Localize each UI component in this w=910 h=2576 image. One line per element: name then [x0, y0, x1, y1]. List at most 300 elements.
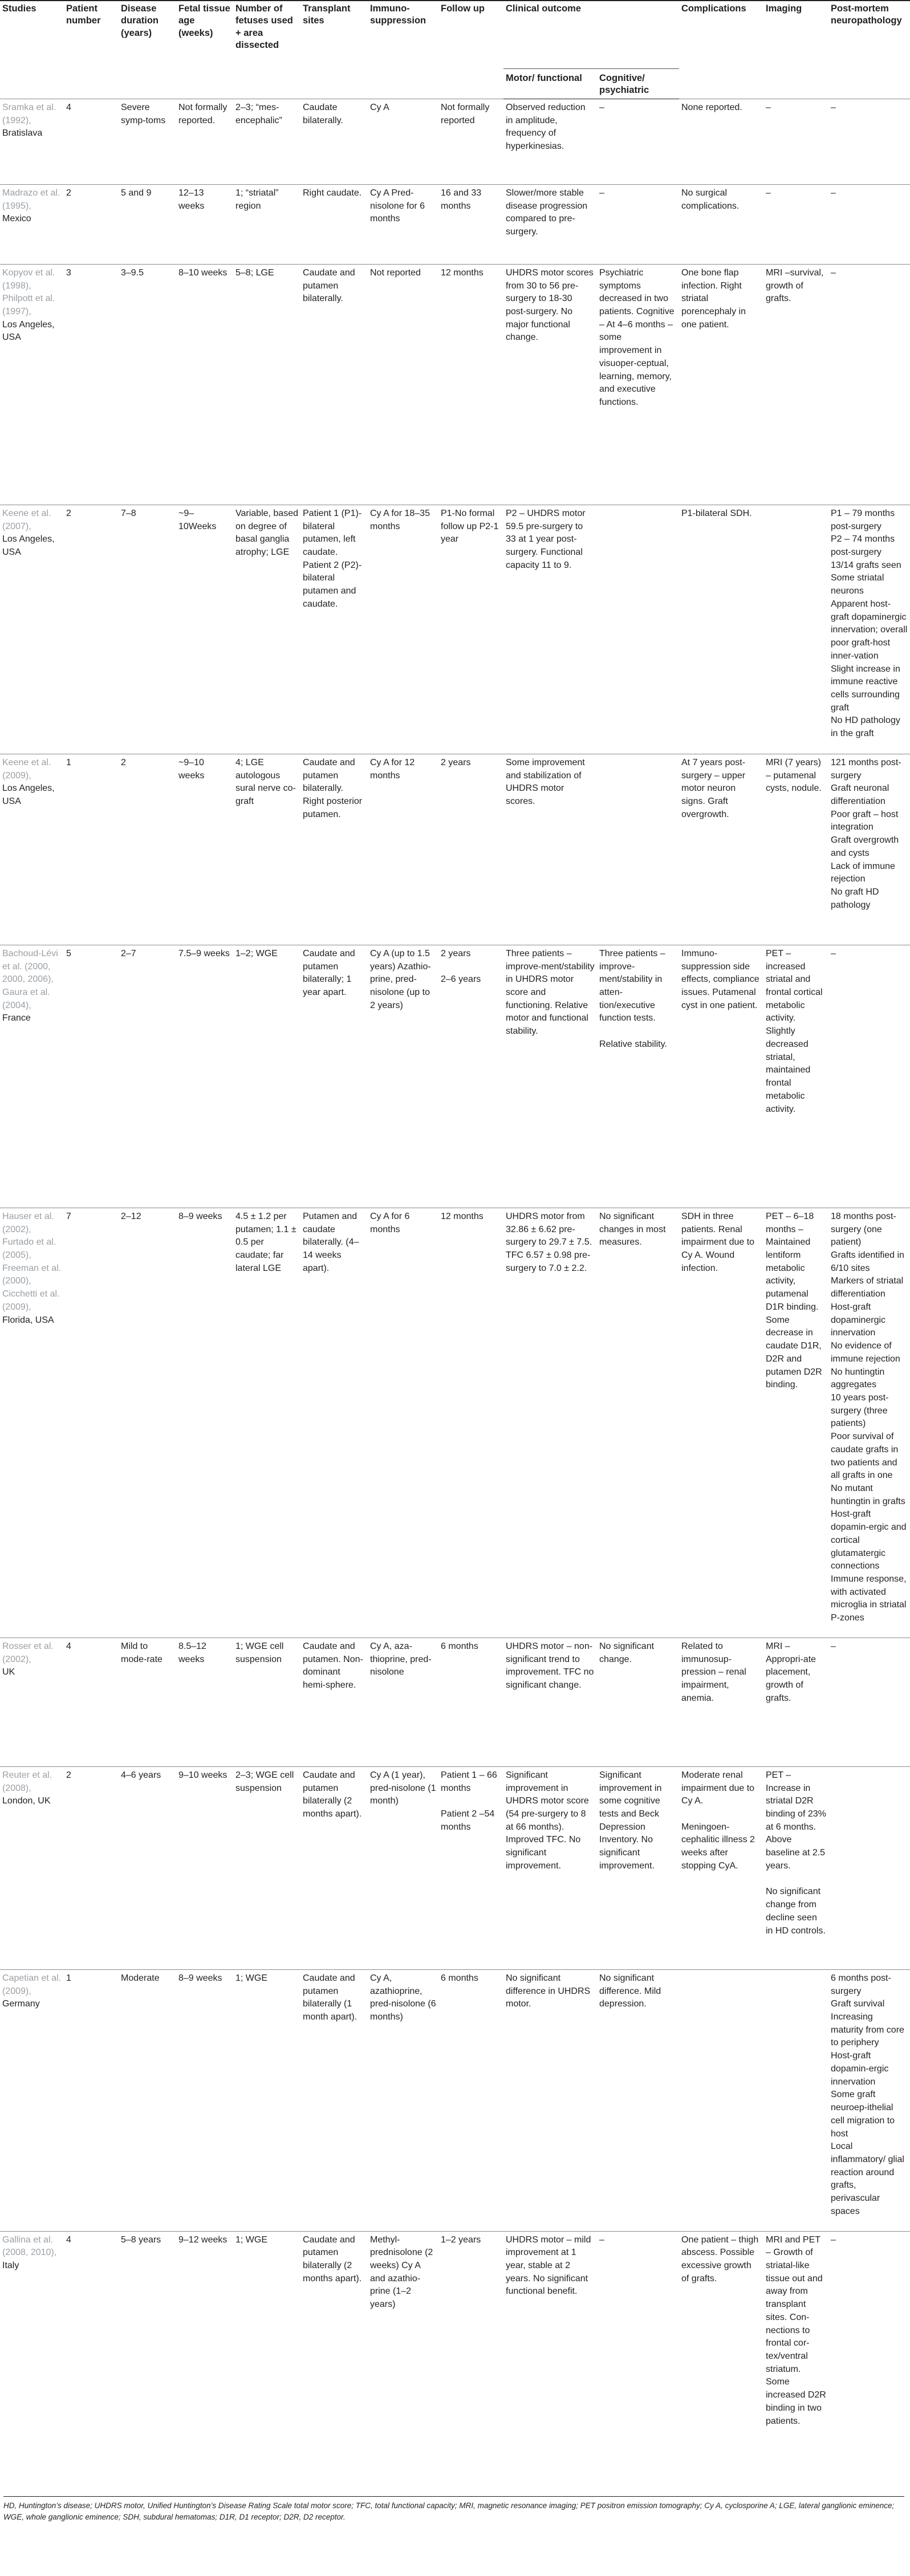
motor-outcome-cell — [503, 945, 597, 1208]
patient-number-cell — [64, 264, 119, 505]
study-citation: Bachoud-Lévi et al. (2000, 2000, 2006), Gaura et al. (2004), — [2, 948, 58, 1010]
imaging-line: MRI and PET – Growth of striatal-like tissue out and away from transplant sites. Con-nections to frontal cor-tex/ventral striatum. Some increased D2R binding in two patients. — [766, 2234, 826, 2426]
fetuses-line: 5–8; LGE — [235, 267, 274, 278]
cognitive-outcome-cell — [597, 184, 679, 264]
table-row — [0, 2231, 910, 2576]
disease-duration-cell — [119, 754, 176, 945]
postmortem-line: Apparent host-graft dopaminergic innervation; overall poor graft-host inner-vation — [831, 599, 908, 661]
fetuses-cell — [233, 754, 300, 945]
postmortem-line: P2 – 74 months post-surgery — [831, 534, 895, 558]
postmortem-line: 121 months post-surgery — [831, 757, 901, 781]
motor-outcome-cell — [503, 1208, 597, 1638]
motor-outcome-cell — [503, 264, 597, 505]
transplant-sites-line: Right caudate. — [303, 188, 362, 198]
follow-up-line: 12 months — [441, 267, 484, 278]
motor-outcome-cell — [503, 99, 597, 184]
immunosuppression-line: Not reported — [370, 267, 421, 278]
study-citation: Madrazo et al. (1995), — [2, 188, 60, 211]
fetuses-cell — [233, 184, 300, 264]
cognitive-outcome-cell — [597, 99, 679, 184]
motor-outcome-cell — [503, 1766, 597, 1969]
header-follow-up: Follow up — [438, 1, 503, 99]
disease-duration-line: 2 — [121, 757, 126, 767]
fetal-age-cell — [176, 754, 233, 945]
follow-up-line: 6 months — [441, 1641, 478, 1651]
complications-line: Related to immunosup-pression – renal impairment, anemia. — [681, 1641, 746, 1703]
complications-cell — [679, 945, 763, 1208]
immunosuppression-cell — [368, 1766, 438, 1969]
study-location: Los Angeles, USA — [2, 534, 55, 558]
table-row — [0, 184, 910, 264]
study-location: Florida, USA — [2, 1315, 54, 1325]
motor-outcome-line: P2 – UHDRS motor 59.5 pre-surgery to 33 at 1 year post-surgery. Functional capacity 11 to 9. — [506, 508, 586, 570]
follow-up-line: 2 years — [441, 757, 471, 767]
fetal-age-cell — [176, 264, 233, 505]
postmortem-line: Host-graft dopamin-ergic and cortical glutamatergic connections — [831, 1509, 907, 1571]
transplant-sites-cell — [300, 184, 368, 264]
study-location: Mexico — [2, 214, 31, 224]
disease-duration-line: Mild to mode-rate — [121, 1641, 162, 1664]
transplant-sites-line: Caudate and putamen bilaterally. — [303, 267, 355, 304]
patient-number-line: 3 — [66, 267, 71, 278]
transplant-sites-cell — [300, 99, 368, 184]
fetuses-cell — [233, 99, 300, 184]
fetuses-line: Variable, based on degree of basal ganglia atrophy; LGE — [235, 508, 298, 558]
complications-line: One patient – thigh abscess. Possible excessive growth of grafts. — [681, 2234, 759, 2284]
fetuses-cell — [233, 264, 300, 505]
postmortem-cell — [828, 2231, 910, 2576]
fetuses-line: 2–3; WGE cell suspension — [235, 1770, 294, 1793]
postmortem-line: – — [831, 2234, 836, 2245]
follow-up-line — [441, 1795, 501, 1808]
postmortem-cell — [828, 1208, 910, 1638]
transplant-sites-cell — [300, 505, 368, 754]
motor-outcome-line: No significant difference in UHDRS motor. — [506, 1973, 591, 2009]
transplant-sites-cell — [300, 1208, 368, 1638]
patient-number-cell — [64, 1766, 119, 1969]
immunosuppression-line: Cy A for 6 months — [370, 1211, 410, 1234]
disease-duration-cell — [119, 264, 176, 505]
study-location: Los Angeles, USA — [2, 319, 55, 343]
header-complications: Complications — [679, 1, 763, 99]
follow-up-cell — [438, 1969, 503, 2231]
header-immunosuppression: Immuno-suppression — [368, 1, 438, 99]
table-row — [0, 1208, 910, 1638]
header-row — [0, 1, 910, 69]
fetuses-line: 1; WGE — [235, 2234, 268, 2245]
disease-duration-line: 2–7 — [121, 948, 136, 958]
immunosuppression-cell — [368, 754, 438, 945]
cognitive-outcome-line: No significant changes in most measures. — [599, 1211, 666, 1248]
motor-outcome-cell — [503, 184, 597, 264]
immunosuppression-cell — [368, 1969, 438, 2231]
imaging-cell — [763, 99, 828, 184]
follow-up-cell — [438, 505, 503, 754]
postmortem-line: – — [831, 188, 836, 198]
imaging-cell — [763, 754, 828, 945]
fetal-age-cell — [176, 99, 233, 184]
motor-outcome-line: UHDRS motor – non-significant trend to improvement. TFC no significant change. — [506, 1641, 594, 1691]
complications-line: One bone flap infection. Right striatal porencephaly in one patient. — [681, 267, 746, 330]
immunosuppression-cell — [368, 1208, 438, 1638]
transplant-sites-cell — [300, 1766, 368, 1969]
follow-up-line: Patient 2 –54 months — [441, 1809, 495, 1832]
cognitive-outcome-line: Relative stability. — [599, 1039, 667, 1049]
disease-duration-cell — [119, 184, 176, 264]
cognitive-outcome-line: – — [599, 2234, 604, 2245]
postmortem-line: 6 months post-surgery — [831, 1973, 891, 1996]
imaging-line: PET – 6–18 months – Maintained lentiform metabolic activity, putamenal D1R binding. Some decrease in caudate D1R, D2R and putamen D2R binding. — [766, 1211, 822, 1390]
fetuses-cell — [233, 505, 300, 754]
follow-up-line: 16 and 33 months — [441, 188, 482, 211]
fetal-age-cell — [176, 945, 233, 1208]
imaging-cell — [763, 1766, 828, 1969]
study-cell — [0, 754, 64, 945]
follow-up-line: 6 months — [441, 1973, 478, 1983]
patient-number-line: 2 — [66, 508, 71, 518]
postmortem-line: Host-graft dopaminergic innervation — [831, 1302, 886, 1338]
fetal-age-line: Not formally reported. — [178, 102, 228, 125]
disease-duration-line: 5–8 years — [121, 2234, 161, 2245]
immunosuppression-cell — [368, 264, 438, 505]
fetal-age-line: ~9–10 weeks — [178, 757, 205, 781]
study-cell — [0, 945, 64, 1208]
disease-duration-cell — [119, 2231, 176, 2576]
immunosuppression-cell — [368, 184, 438, 264]
immunosuppression-line: Cy A Pred-nisolone for 6 months — [370, 188, 425, 224]
table-row — [0, 754, 910, 945]
postmortem-line: Lack of immune rejection — [831, 861, 895, 884]
cognitive-outcome-line: Psychiatric symptoms decreased in two patients. Cognitive – At 4–6 months – some improvement in visuoper-ceptual, learning, memory, and executive functions. — [599, 267, 675, 408]
fetal-age-cell — [176, 1969, 233, 2231]
postmortem-line: Local inflammatory/ glial reaction around grafts, perivascular spaces — [831, 2142, 904, 2216]
immunosuppression-cell — [368, 99, 438, 184]
motor-outcome-cell — [503, 2231, 597, 2576]
follow-up-cell — [438, 1766, 503, 1969]
header-studies: Studies — [0, 1, 64, 99]
postmortem-cell — [828, 945, 910, 1208]
study-citation: Keene et al. (2007), — [2, 508, 51, 531]
postmortem-line: No HD pathology in the graft — [831, 716, 900, 739]
motor-outcome-cell — [503, 1638, 597, 1766]
complications-line — [681, 1808, 761, 1821]
imaging-line: PET – increased striatal and frontal cortical metabolic activity. Slightly decreased striatal, maintained frontal metabolic activity. — [766, 948, 823, 1114]
complications-line: SDH in three patients. Renal impairment due to Cy A. Wound infection. — [681, 1211, 755, 1273]
postmortem-cell — [828, 1766, 910, 1969]
header-patient-number: Patient number — [64, 1, 119, 99]
fetal-age-line: 8–9 weeks — [178, 1973, 222, 1983]
follow-up-cell — [438, 754, 503, 945]
fetal-age-line: 12–13 weeks — [178, 188, 205, 211]
disease-duration-line: 5 and 9 — [121, 188, 152, 198]
motor-outcome-line: Observed reduction in amplitude, frequency of hyperkinesias. — [506, 102, 586, 152]
postmortem-cell — [828, 505, 910, 754]
fetuses-cell — [233, 945, 300, 1208]
imaging-line: – — [766, 102, 771, 112]
cognitive-outcome-line: Significant improvement in some cognitive tests and Beck Depression Inventory. No significant improvement. — [599, 1770, 662, 1871]
disease-duration-line: 3–9.5 — [121, 267, 144, 278]
fetal-age-line: 9–12 weeks — [178, 2234, 228, 2245]
complications-cell — [679, 99, 763, 184]
study-cell — [0, 99, 64, 184]
postmortem-line: Some striatal neurons — [831, 573, 884, 596]
study-citation: Keene et al. (2009), — [2, 757, 51, 781]
follow-up-cell — [438, 99, 503, 184]
clinical-outcome-label: Clinical outcome — [506, 3, 582, 14]
immunosuppression-line: Cy A for 12 months — [370, 757, 415, 781]
motor-outcome-line: UHDRS motor scores from 30 to 56 pre-surgery to 18-30 post-surgery. No major functional change. — [506, 267, 594, 343]
fetal-age-line: 8.5–12 weeks — [178, 1641, 206, 1664]
fetuses-line: 4; LGE autologous sural nerve co-graft — [235, 757, 296, 807]
cognitive-outcome-line: – — [599, 188, 604, 198]
transplant-sites-line: Caudate and putamen bilaterally (2 months apart). — [303, 2234, 362, 2284]
postmortem-cell — [828, 184, 910, 264]
disease-duration-cell — [119, 1638, 176, 1766]
follow-up-line: Patient 1 – 66 months — [441, 1770, 497, 1793]
complications-cell — [679, 1638, 763, 1766]
motor-outcome-line: Significant improvement in UHDRS motor score (54 pre-surgery to 8 at 66 months). Improved TFC. No significant improvement. — [506, 1770, 589, 1871]
postmortem-cell — [828, 99, 910, 184]
patient-number-line: 1 — [66, 1973, 71, 1983]
complications-line: Immuno-suppression side effects, compliance issues. Putamenal cyst in one patient. — [681, 948, 759, 1010]
fetuses-line: 1; WGE cell suspension — [235, 1641, 284, 1664]
imaging-line — [766, 1873, 826, 1886]
follow-up-line: Not formally reported — [441, 102, 490, 125]
disease-duration-cell — [119, 1969, 176, 2231]
immunosuppression-line: Cy A, aza-thioprine, pred-nisolone — [370, 1641, 432, 1677]
postmortem-line: P1 – 79 months post-surgery — [831, 508, 895, 531]
immunosuppression-cell — [368, 2231, 438, 2576]
patient-number-line: 5 — [66, 948, 71, 958]
study-cell — [0, 1638, 64, 1766]
fetuses-line: 1; WGE — [235, 1973, 268, 1983]
transplant-sites-cell — [300, 1638, 368, 1766]
postmortem-line: Graft overgrowth and cysts — [831, 835, 899, 858]
postmortem-line: 13/14 grafts seen — [831, 560, 901, 570]
postmortem-line: Graft neuronal differentiation — [831, 783, 889, 807]
fetal-age-cell — [176, 1638, 233, 1766]
postmortem-line: Host-graft dopamin-ergic innervation — [831, 2051, 889, 2087]
fetuses-line: 4.5 ± 1.2 per putamen; 1.1 ± 0.5 per caudate; far lateral LGE — [235, 1211, 296, 1273]
header-disease-duration: Disease duration (years) — [119, 1, 176, 99]
imaging-cell — [763, 1638, 828, 1766]
motor-outcome-line: UHDRS motor from 32.86 ± 6.62 pre-surgery to 29.7 ± 7.5. TFC 6.57 ± 0.98 pre-surgery to 7.0 ± 2.2. — [506, 1211, 592, 1273]
imaging-cell — [763, 1208, 828, 1638]
study-cell — [0, 1766, 64, 1969]
complications-line: No surgical complications. — [681, 188, 740, 211]
disease-duration-cell — [119, 505, 176, 754]
patient-number-line: 4 — [66, 102, 71, 112]
study-cell — [0, 2231, 64, 2576]
imaging-line: MRI (7 years) – putamenal cysts, nodule. — [766, 757, 822, 794]
follow-up-cell — [438, 2231, 503, 2576]
cognitive-outcome-line: Three patients – improve-ment/stability in atten-tion/executive function tests. — [599, 948, 665, 1023]
fetuses-cell — [233, 1969, 300, 2231]
cognitive-outcome-line: – — [599, 102, 604, 112]
postmortem-line: No huntingtin aggregates — [831, 1367, 885, 1390]
transplant-sites-line: Caudate bilaterally. — [303, 102, 343, 125]
fetuses-cell — [233, 2231, 300, 2576]
fetuses-line: 2–3; “mes-encephalic” — [235, 102, 282, 125]
study-cell — [0, 184, 64, 264]
postmortem-line: No evidence of immune rejection — [831, 1341, 900, 1364]
postmortem-line: – — [831, 102, 836, 112]
cognitive-outcome-line — [599, 1025, 677, 1038]
fetal-age-cell — [176, 1208, 233, 1638]
postmortem-line: Poor graft – host integration — [831, 809, 899, 832]
cognitive-outcome-cell — [597, 1969, 679, 2231]
follow-up-cell — [438, 1208, 503, 1638]
patient-number-cell — [64, 2231, 119, 2576]
header-fetal-age: Fetal tissue age (weeks) — [176, 1, 233, 99]
postmortem-line: 10 years post-surgery (three patients) — [831, 1392, 889, 1429]
motor-outcome-cell — [503, 1969, 597, 2231]
cognitive-outcome-cell — [597, 1766, 679, 1969]
follow-up-line: 2 years — [441, 948, 471, 958]
motor-outcome-line: UHDRS motor – mild improvement at 1 year, stable at 2 years. No significant functional benefit. — [506, 2234, 591, 2297]
fetal-age-cell — [176, 505, 233, 754]
table-body — [0, 99, 910, 2576]
disease-duration-cell — [119, 1766, 176, 1969]
fetal-age-cell — [176, 2231, 233, 2576]
table-row — [0, 945, 910, 1208]
cognitive-outcome-line: No significant change. — [599, 1641, 655, 1664]
postmortem-cell — [828, 1638, 910, 1766]
disease-duration-line: Severe symp-toms — [121, 102, 166, 125]
patient-number-cell — [64, 505, 119, 754]
patient-number-line: 2 — [66, 1770, 71, 1780]
imaging-line: No significant change from decline seen in HD controls. — [766, 1887, 826, 1936]
postmortem-line: – — [831, 267, 836, 278]
complications-cell — [679, 264, 763, 505]
patient-number-line: 7 — [66, 1211, 71, 1221]
transplant-sites-line: Putamen and caudate bilaterally. (4–14 weeks apart). — [303, 1211, 359, 1273]
cognitive-outcome-cell — [597, 264, 679, 505]
immunosuppression-cell — [368, 505, 438, 754]
postmortem-cell — [828, 1969, 910, 2231]
motor-outcome-cell — [503, 754, 597, 945]
table-row — [0, 99, 910, 184]
postmortem-cell — [828, 754, 910, 945]
complications-line: P1-bilateral SDH. — [681, 508, 752, 518]
study-location: London, UK — [2, 1796, 51, 1806]
transplant-sites-cell — [300, 945, 368, 1208]
imaging-cell — [763, 264, 828, 505]
header-cognitive: Cognitive/ psychiatric — [597, 69, 679, 99]
postmortem-line: Some graft neuroep-ithelial cell migration to host — [831, 2090, 895, 2139]
imaging-line: – — [766, 188, 771, 198]
fetal-age-line: 8–9 weeks — [178, 1211, 222, 1221]
fetal-age-line: 7.5–9 weeks — [178, 948, 230, 958]
study-citation: Gallina et al. (2008, 2010), — [2, 2234, 57, 2258]
complications-line: Meningoen-cephalitic illness 2 weeks after stopping CyA. — [681, 1822, 755, 1871]
transplant-sites-line: Caudate and putamen bilaterally; 1 year apart. — [303, 948, 355, 998]
table-row — [0, 1766, 910, 1969]
fetal-age-line: 8–10 weeks — [178, 267, 228, 278]
transplant-sites-line: Caudate and putamen bilaterally. Right posterior putamen. — [303, 757, 363, 819]
cognitive-outcome-cell — [597, 754, 679, 945]
patient-number-line: 4 — [66, 1641, 71, 1651]
imaging-line: MRI – Appropri-ate placement, growth of grafts. — [766, 1641, 816, 1703]
study-cell — [0, 1969, 64, 2231]
complications-cell — [679, 1766, 763, 1969]
table-footnote: HD, Huntington’s disease; UHDRS motor, Unified Huntington’s Disease Rating Scale total motor score; TFC, total functional capacity; MRI, magnetic resonance imaging; PET positron emission tomography; Cy A, cyclosporine A; LGE, lateral ganglionic eminence; WGE, whole ganglionic eminence; SDH, subdural hematomas; D1R, D1 receptor; D2R, D2 receptor. — [3, 2496, 904, 2522]
study-location: Italy — [2, 2260, 19, 2270]
disease-duration-cell — [119, 1208, 176, 1638]
cognitive-outcome-cell — [597, 1638, 679, 1766]
follow-up-cell — [438, 184, 503, 264]
immunosuppression-cell — [368, 1638, 438, 1766]
fetuses-cell — [233, 1638, 300, 1766]
fetal-age-cell — [176, 184, 233, 264]
header-clinical-outcome — [503, 1, 679, 69]
immunosuppression-line: Cy A (1 year), pred-nisolone (1 month) — [370, 1770, 436, 1806]
complications-cell — [679, 2231, 763, 2576]
study-location: Los Angeles, USA — [2, 783, 55, 807]
follow-up-cell — [438, 945, 503, 1208]
study-cell — [0, 1208, 64, 1638]
patient-number-line: 2 — [66, 188, 71, 198]
motor-outcome-line: Three patients – improve-ment/stability in UHDRS motor score and functioning. Relative motor and functional stability. — [506, 948, 595, 1037]
postmortem-line: 18 months post-surgery (one patient) — [831, 1211, 896, 1248]
transplant-sites-line: Caudate and putamen bilaterally (2 months apart). — [303, 1770, 362, 1819]
postmortem-line: Increasing maturity from core to periphery — [831, 2012, 904, 2048]
transplant-sites-cell — [300, 2231, 368, 2576]
table-row — [0, 505, 910, 754]
transplant-sites-cell — [300, 1969, 368, 2231]
complications-line: Moderate renal impairment due to Cy A. — [681, 1770, 755, 1806]
fetuses-line: 1–2; WGE — [235, 948, 278, 958]
disease-duration-line: Moderate — [121, 1973, 160, 1983]
follow-up-cell — [438, 264, 503, 505]
immunosuppression-line: Cy A (up to 1.5 years) Azathio-prine, pred-nisolone (up to 2 years) — [370, 948, 431, 1010]
postmortem-line: – — [831, 1641, 836, 1651]
fetuses-cell — [233, 1766, 300, 1969]
follow-up-line — [441, 961, 501, 974]
table-row — [0, 264, 910, 505]
study-location: UK — [2, 1667, 15, 1677]
postmortem-line: Graft survival — [831, 1999, 885, 2009]
study-cell — [0, 505, 64, 754]
disease-duration-line: 2–12 — [121, 1211, 141, 1221]
cognitive-outcome-cell — [597, 1208, 679, 1638]
immunosuppression-cell — [368, 945, 438, 1208]
immunosuppression-line: Cy A for 18–35 months — [370, 508, 430, 531]
patient-number-cell — [64, 754, 119, 945]
postmortem-line: Grafts identified in 6/10 sites — [831, 1250, 904, 1273]
complications-cell — [679, 1208, 763, 1638]
study-citation: Hauser et al. (2002), Furtado et al. (2005), Freeman et al. (2000), Cicchetti et al. (2009), — [2, 1211, 62, 1312]
patient-number-cell — [64, 945, 119, 1208]
imaging-cell — [763, 1969, 828, 2231]
postmortem-line: No graft HD pathology — [831, 887, 879, 910]
study-location: France — [2, 1013, 31, 1023]
disease-duration-cell — [119, 945, 176, 1208]
header-postmortem: Post-mortem neuropathology — [828, 1, 910, 99]
motor-outcome-line: Some improvement and stabilization of UHDRS motor scores. — [506, 757, 585, 807]
immunosuppression-line: Cy A — [370, 102, 389, 112]
imaging-cell — [763, 2231, 828, 2576]
header-fetuses: Number of fetuses used + area dissected — [233, 1, 300, 99]
patient-number-cell — [64, 1208, 119, 1638]
header-motor: Motor/ functional — [503, 69, 597, 99]
study-location: Bratislava — [2, 128, 43, 139]
complications-cell — [679, 505, 763, 754]
transplant-sites-line: Caudate and putamen. Non-dominant hemi-sphere. — [303, 1641, 363, 1691]
disease-duration-cell — [119, 99, 176, 184]
complications-line: At 7 years post-surgery – upper motor neuron signs. Graft overgrowth. — [681, 757, 746, 819]
transplant-sites-cell — [300, 264, 368, 505]
